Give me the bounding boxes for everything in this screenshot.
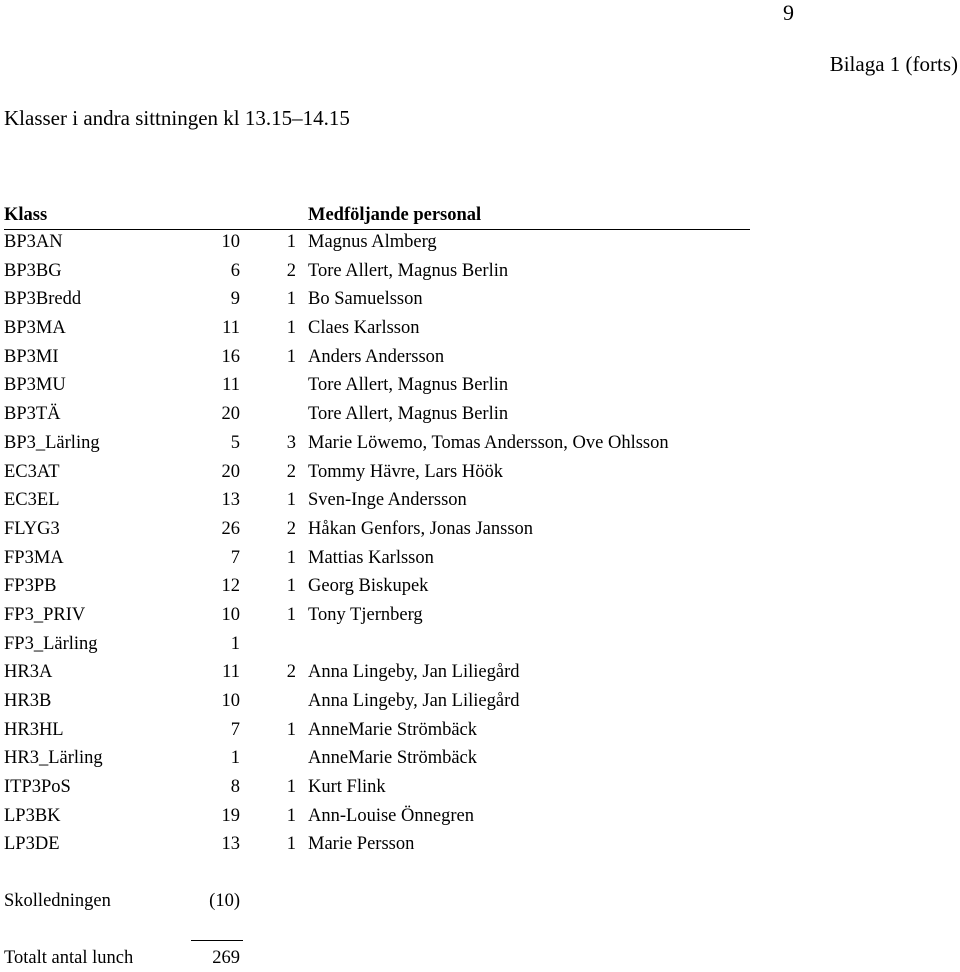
- class-cell: BP3_Lärling: [4, 432, 100, 453]
- table-row: [4, 318, 750, 347]
- school-management-row: [4, 891, 244, 915]
- class-cell: FLYG3: [4, 518, 60, 539]
- staff-cell: Tore Allert, Magnus Berlin: [308, 404, 509, 425]
- column-header-class: Klass: [4, 205, 48, 225]
- students-cell: 26: [221, 518, 240, 539]
- students-cell: 12: [221, 576, 240, 597]
- total-row: [4, 948, 244, 972]
- table-row: [4, 662, 750, 691]
- teachers-cell: 1: [286, 834, 296, 855]
- students-cell: 6: [230, 260, 240, 281]
- students-cell: 10: [221, 232, 240, 252]
- table-row: [4, 777, 750, 806]
- staff-cell: Marie Löwemo, Tomas Andersson, Ove Ohlsson: [308, 432, 669, 453]
- sum-line: [191, 940, 243, 941]
- students-cell: 1: [230, 633, 240, 654]
- students-cell: 7: [230, 719, 240, 740]
- table-row: [4, 375, 750, 404]
- teachers-cell: 2: [286, 461, 296, 482]
- students-cell: 11: [222, 662, 240, 683]
- table-row: [4, 634, 750, 663]
- staff-cell: Sven-Inge Andersson: [308, 490, 467, 511]
- column-header-staff: Medföljande personal: [308, 205, 482, 225]
- table-row: [4, 548, 750, 577]
- table-row: [4, 806, 750, 835]
- teachers-cell: 1: [286, 318, 296, 339]
- table-row: [4, 519, 750, 548]
- students-cell: 10: [221, 604, 240, 625]
- class-cell: LP3BK: [4, 805, 61, 826]
- staff-cell: Tommy Hävre, Lars Höök: [308, 461, 503, 482]
- table-header: [4, 205, 750, 230]
- table-row: [4, 462, 750, 491]
- students-cell: 11: [222, 375, 240, 396]
- students-cell: 5: [230, 432, 240, 453]
- teachers-cell: 1: [286, 289, 296, 310]
- table-row: [4, 834, 750, 863]
- students-cell: 9: [230, 289, 240, 310]
- class-cell: HR3B: [4, 691, 52, 711]
- students-cell: 11: [222, 318, 240, 339]
- teachers-cell: 2: [286, 662, 296, 683]
- table-row: [4, 347, 750, 376]
- class-cell: FP3PB: [4, 576, 57, 597]
- appendix-label: Bilaga 1 (forts): [829, 52, 958, 76]
- staff-cell: Kurt Flink: [308, 777, 386, 798]
- table-row: [4, 289, 750, 318]
- class-cell: LP3DE: [4, 834, 60, 855]
- staff-cell: Anna Lingeby, Jan Liliegård: [308, 662, 520, 683]
- table-row: [4, 748, 750, 777]
- class-cell: FP3_PRIV: [4, 604, 86, 625]
- students-cell: 8: [230, 777, 240, 798]
- staff-cell: Tore Allert, Magnus Berlin: [308, 375, 509, 396]
- class-cell: BP3MA: [4, 318, 66, 339]
- teachers-cell: 1: [286, 604, 296, 625]
- teachers-cell: 2: [286, 518, 296, 539]
- staff-cell: Tore Allert, Magnus Berlin: [308, 260, 509, 281]
- class-cell: HR3_Lärling: [4, 748, 103, 769]
- page-heading: Klasser i andra sittningen kl 13.15–14.15: [4, 106, 350, 130]
- class-cell: HR3HL: [4, 719, 64, 740]
- teachers-cell: 1: [286, 805, 296, 826]
- table-row: [4, 691, 750, 720]
- staff-cell: Ann-Louise Önnegren: [308, 805, 474, 826]
- table-row: [4, 261, 750, 290]
- school-management-value: (10): [209, 891, 240, 911]
- class-cell: BP3AN: [4, 232, 63, 252]
- students-cell: 19: [221, 805, 240, 826]
- class-cell: ITP3PoS: [4, 777, 71, 798]
- teachers-cell: 1: [286, 346, 296, 367]
- class-cell: BP3Bredd: [4, 289, 82, 310]
- teachers-cell: 1: [286, 547, 296, 568]
- students-cell: 13: [221, 834, 240, 855]
- staff-cell: Anders Andersson: [308, 346, 445, 367]
- table-row: [4, 605, 750, 634]
- staff-cell: Bo Samuelsson: [308, 289, 423, 310]
- staff-cell: Tony Tjernberg: [308, 604, 423, 625]
- class-cell: EC3EL: [4, 490, 60, 511]
- students-cell: 20: [221, 404, 240, 425]
- staff-cell: Marie Persson: [308, 834, 415, 855]
- staff-cell: Anna Lingeby, Jan Liliegård: [308, 691, 520, 711]
- class-cell: BP3MU: [4, 375, 66, 396]
- students-cell: 1: [230, 748, 240, 769]
- staff-cell: Mattias Karlsson: [308, 547, 434, 568]
- staff-cell: Claes Karlsson: [308, 318, 420, 339]
- staff-cell: Georg Biskupek: [308, 576, 429, 597]
- teachers-cell: 1: [286, 777, 296, 798]
- teachers-cell: 1: [286, 232, 296, 252]
- table-row: [4, 232, 750, 261]
- class-cell: BP3TÄ: [4, 404, 61, 425]
- staff-cell: Håkan Genfors, Jonas Jansson: [308, 518, 534, 539]
- teachers-cell: 1: [286, 576, 296, 597]
- table-row: [4, 404, 750, 433]
- students-cell: 13: [221, 490, 240, 511]
- students-cell: 20: [221, 461, 240, 482]
- page-number: 9: [783, 0, 794, 25]
- table-row: [4, 490, 750, 519]
- students-cell: 16: [221, 346, 240, 367]
- students-cell: 7: [230, 547, 240, 568]
- school-management-label: Skolledningen: [4, 891, 111, 911]
- table-row: [4, 720, 750, 749]
- teachers-cell: 1: [286, 490, 296, 511]
- class-cell: BP3BG: [4, 260, 62, 281]
- total-value: 269: [212, 948, 240, 968]
- class-cell: BP3MI: [4, 346, 59, 367]
- class-cell: EC3AT: [4, 461, 60, 482]
- teachers-cell: 1: [286, 719, 296, 740]
- staff-cell: AnneMarie Strömbäck: [308, 748, 478, 769]
- teachers-cell: 2: [286, 260, 296, 281]
- total-label: Totalt antal lunch: [4, 948, 134, 968]
- students-cell: 10: [221, 691, 240, 711]
- table-row: [4, 433, 750, 462]
- class-cell: FP3_Lärling: [4, 633, 98, 654]
- class-cell: FP3MA: [4, 547, 64, 568]
- table-row: [4, 576, 750, 605]
- staff-cell: Magnus Almberg: [308, 232, 437, 252]
- class-cell: HR3A: [4, 662, 53, 683]
- staff-cell: AnneMarie Strömbäck: [308, 719, 478, 740]
- teachers-cell: 3: [286, 432, 296, 453]
- class-table: [4, 232, 750, 863]
